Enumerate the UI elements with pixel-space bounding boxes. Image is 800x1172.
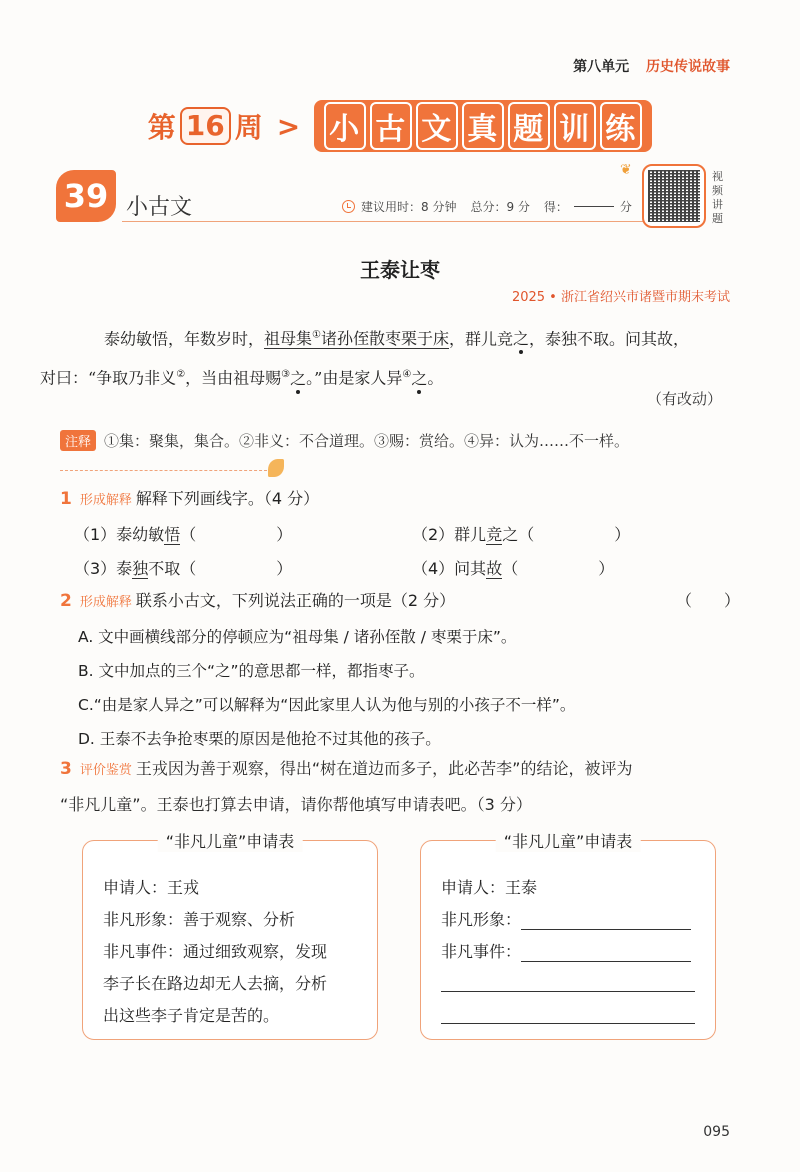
dashed-divider bbox=[60, 470, 272, 471]
card-event-row bbox=[441, 939, 691, 962]
text-title: 王泰让枣 bbox=[360, 258, 440, 282]
notes bbox=[60, 430, 629, 451]
question-number: 2 bbox=[60, 591, 72, 611]
question-number: 1 bbox=[60, 489, 72, 509]
qr-label bbox=[712, 170, 726, 226]
footnote-marker: ④ bbox=[402, 369, 412, 381]
text-segment: ，群儿竞 bbox=[449, 329, 514, 349]
sprout-icon: ❦ bbox=[620, 162, 632, 178]
footnote-marker: ① bbox=[312, 330, 321, 341]
lesson-bar bbox=[56, 168, 706, 226]
question-stem: 联系小古文，下列说法正确的一项是（2 分） bbox=[135, 591, 456, 610]
qr-label-char: 视 bbox=[712, 170, 723, 183]
card-image-row bbox=[441, 907, 691, 930]
week-title-char: 文 bbox=[416, 102, 458, 150]
answer-blank[interactable]: （ ） bbox=[180, 525, 293, 544]
week-title-char: 题 bbox=[508, 102, 550, 150]
unit-label: 第八单元 bbox=[573, 59, 630, 75]
event-answer-line[interactable] bbox=[521, 944, 691, 962]
qr-code-icon bbox=[648, 170, 700, 222]
question-tag: 形成解释 bbox=[79, 595, 132, 610]
application-card-wangtai bbox=[420, 832, 716, 1040]
dotted-char: 之 bbox=[290, 368, 307, 388]
underlined-char: 独 bbox=[132, 559, 149, 578]
q1-item-text: （3）泰 bbox=[74, 559, 133, 578]
underlined-char: 悟 bbox=[164, 525, 181, 544]
card-event-line: 出这些李子肯定是苦的。 bbox=[103, 1006, 280, 1025]
dotted-char: 之 bbox=[411, 368, 428, 388]
qr-label-char: 讲 bbox=[712, 198, 723, 211]
option-c[interactable]: C.“由是家人异之”可以解释为“因此家里人认为他与别的小孩子不一样”。 bbox=[78, 696, 576, 714]
chevron-right-icon: > bbox=[276, 109, 301, 143]
event-answer-line[interactable] bbox=[441, 1023, 695, 1024]
card-event-line: 李子长在路边却无人去摘，分析 bbox=[103, 974, 328, 993]
week-title-char: 小 bbox=[324, 102, 366, 150]
image-answer-line[interactable] bbox=[521, 912, 691, 930]
qr-label-char: 频 bbox=[712, 184, 723, 197]
card-event-label: 非凡事件： bbox=[441, 942, 522, 961]
option-b[interactable]: B. 文中加点的三个“之”的意思都一样，都指枣子。 bbox=[78, 662, 425, 680]
text-source: 2025 • 浙江省绍兴市诸暨市期末考试 bbox=[511, 290, 730, 305]
q1-item-text: （1）泰幼敏 bbox=[74, 525, 165, 544]
lesson-divider bbox=[122, 221, 646, 222]
option-d[interactable]: D. 王泰不去争抢枣栗的原因是他抢不过其他的孩子。 bbox=[78, 730, 441, 748]
answer-blank[interactable]: 不取（ ） bbox=[148, 559, 293, 578]
question-1 bbox=[60, 484, 740, 584]
card-image-label: 非凡形象： bbox=[441, 910, 522, 929]
question-stem: 王戎因为善于观察，得出“树在道边而多子，此必苦李”的结论，被评为 bbox=[135, 759, 633, 778]
question-tag: 评价鉴赏 bbox=[79, 763, 132, 778]
answer-paren[interactable]: （ ） bbox=[675, 591, 740, 610]
q1-item[interactable] bbox=[74, 554, 292, 584]
lesson-meta bbox=[342, 198, 632, 215]
q1-item[interactable] bbox=[412, 520, 630, 550]
total-score: 总分：9 分 bbox=[470, 200, 530, 214]
question-tag: 形成解释 bbox=[79, 493, 132, 508]
q1-item-text: （2）群儿 bbox=[412, 525, 487, 544]
card-image: 非凡形象：善于观察、分析 bbox=[103, 910, 296, 929]
week-title-char: 练 bbox=[600, 102, 642, 150]
event-answer-line[interactable] bbox=[441, 991, 695, 992]
week-suffix: 周 bbox=[234, 111, 263, 144]
unit-header bbox=[573, 56, 730, 76]
underlined-char: 竞 bbox=[486, 525, 503, 544]
underlined-char: 故 bbox=[486, 559, 503, 578]
text-segment: ，泰独不取。问其故， bbox=[529, 329, 690, 349]
text-segment: 。”由是家人异 bbox=[306, 368, 403, 388]
week-prefix: 第 bbox=[147, 111, 176, 144]
notes-content: ①集：聚集，集合。②非义：不合道理。③赐：赏给。④异：认为……不一样。 bbox=[104, 432, 630, 450]
card-applicant: 申请人：王泰 bbox=[441, 878, 538, 897]
notes-tag: 注释 bbox=[60, 430, 96, 451]
text-segment: ，当由祖母赐 bbox=[185, 368, 282, 388]
q1-item[interactable] bbox=[74, 520, 292, 550]
card-title: “非凡儿童”申请表 bbox=[158, 829, 303, 852]
page-number: 095 bbox=[703, 1124, 730, 1140]
footnote-marker: ③ bbox=[281, 369, 291, 381]
q1-item-text: （4）问其 bbox=[412, 559, 487, 578]
dotted-char: 之 bbox=[513, 329, 530, 349]
q3-line bbox=[60, 752, 740, 788]
text-segment: 祖母集 bbox=[264, 329, 313, 349]
q3-line2: “非凡儿童”。王泰也打算去申请，请你帮他填写申请表吧。（3 分） bbox=[60, 795, 532, 814]
week-title bbox=[314, 100, 652, 152]
week-label bbox=[148, 106, 263, 146]
footnote-marker: ② bbox=[176, 369, 186, 381]
question-number: 3 bbox=[60, 759, 72, 779]
underlined-phrase bbox=[264, 329, 449, 349]
qr-label-char: 题 bbox=[712, 212, 723, 225]
lesson-number: 39 bbox=[56, 170, 116, 222]
card-event-line: 非凡事件：通过细致观察，发现 bbox=[103, 942, 328, 961]
text-segment: 对曰：“争取乃非义 bbox=[40, 368, 177, 388]
question-3 bbox=[60, 752, 740, 822]
question-2 bbox=[60, 586, 740, 746]
week-title-char: 训 bbox=[554, 102, 596, 150]
week-number: 16 bbox=[180, 107, 231, 145]
question-stem: 解释下列画线字。（4 分） bbox=[135, 489, 320, 508]
suggested-time: 建议用时：8 分钟 bbox=[361, 200, 457, 214]
unit-theme: 历史传说故事 bbox=[646, 59, 730, 75]
text-segment: 诸孙侄散枣栗于床 bbox=[321, 329, 450, 349]
card-applicant: 申请人：王戎 bbox=[103, 878, 200, 897]
week-banner bbox=[0, 100, 800, 152]
option-a[interactable]: A. 文中画横线部分的停顿应为“祖母集 / 诸孙侄散 / 枣栗于床”。 bbox=[78, 628, 517, 646]
qr-code[interactable] bbox=[642, 164, 706, 228]
clock-icon bbox=[342, 200, 355, 213]
text-segment: 。 bbox=[427, 368, 444, 388]
lesson-title: 小古文 bbox=[126, 195, 193, 220]
score-label: 得： bbox=[543, 200, 568, 214]
q1-item[interactable] bbox=[412, 554, 614, 584]
text-segment: 泰幼敏悟，年数岁时， bbox=[104, 329, 265, 349]
score-unit: 分 bbox=[619, 200, 632, 214]
score-blank[interactable] bbox=[574, 206, 614, 207]
leaf-icon bbox=[268, 459, 284, 477]
week-title-char: 真 bbox=[462, 102, 504, 150]
answer-blank[interactable]: （ ） bbox=[502, 559, 615, 578]
text-body bbox=[40, 318, 732, 397]
answer-blank[interactable]: 之（ ） bbox=[502, 525, 631, 544]
adapted-note: （有改动） bbox=[646, 390, 722, 408]
application-card-wangrong bbox=[82, 832, 378, 1040]
week-title-char: 古 bbox=[370, 102, 412, 150]
card-title: “非凡儿童”申请表 bbox=[496, 829, 641, 852]
